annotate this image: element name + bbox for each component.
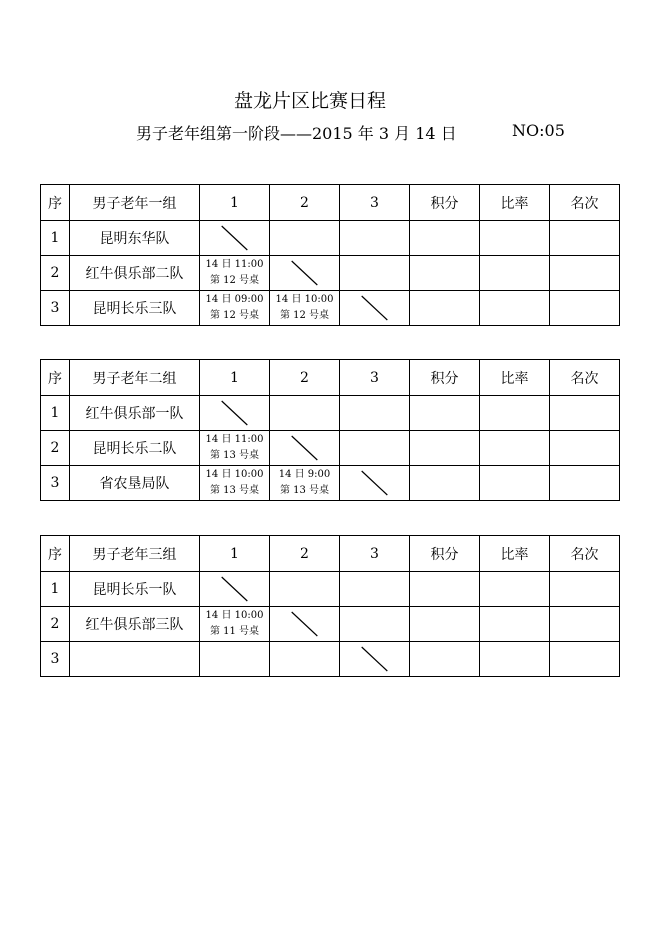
match-cell <box>270 642 340 677</box>
team-name: 红牛俱乐部二队 <box>70 256 200 291</box>
match-time: 14 日 11:00 <box>205 259 264 270</box>
score-cell <box>410 642 480 677</box>
match-cell <box>340 431 410 466</box>
rank-cell <box>550 221 620 256</box>
diagonal-slash <box>340 642 409 676</box>
diagonal-slash <box>270 256 339 290</box>
match-cell <box>270 572 340 607</box>
match-cell <box>270 291 340 326</box>
ratio-cell <box>480 431 550 466</box>
ratio-cell <box>480 466 550 501</box>
score-cell <box>410 291 480 326</box>
team-name <box>70 642 200 677</box>
diagonal-slash <box>340 291 409 325</box>
group-schedule-table <box>40 359 620 501</box>
rank-cell <box>550 607 620 642</box>
match-table-number: 第 12 号桌 <box>209 310 260 321</box>
table-row <box>41 221 620 256</box>
diagonal-slash <box>200 221 269 255</box>
column-header: 3 <box>340 536 410 572</box>
column-header: 积分 <box>410 536 480 572</box>
row-number: 2 <box>41 431 70 466</box>
match-table-number: 第 13 号桌 <box>209 485 260 496</box>
row-number: 1 <box>41 221 70 256</box>
rank-cell <box>550 466 620 501</box>
document-number: NO:05 <box>512 121 565 140</box>
match-cell <box>270 466 340 501</box>
match-cell <box>200 291 270 326</box>
score-cell <box>410 466 480 501</box>
team-name: 昆明长乐一队 <box>70 572 200 607</box>
ratio-cell <box>480 221 550 256</box>
column-header: 1 <box>200 185 270 221</box>
column-header: 男子老年二组 <box>70 360 200 396</box>
match-cell <box>200 572 270 607</box>
match-table-number: 第 13 号桌 <box>209 450 260 461</box>
group-schedule-table <box>40 184 620 326</box>
match-cell <box>200 396 270 431</box>
column-header: 3 <box>340 185 410 221</box>
row-number: 3 <box>41 466 70 501</box>
column-header: 比率 <box>480 360 550 396</box>
rank-cell <box>550 256 620 291</box>
match-cell <box>200 256 270 291</box>
rank-cell <box>550 572 620 607</box>
team-name: 昆明长乐二队 <box>70 431 200 466</box>
column-header: 2 <box>270 536 340 572</box>
column-header: 男子老年三组 <box>70 536 200 572</box>
match-cell <box>270 607 340 642</box>
diagonal-slash <box>200 396 269 430</box>
row-number: 1 <box>41 572 70 607</box>
column-header: 积分 <box>410 185 480 221</box>
match-cell <box>270 256 340 291</box>
team-name: 省农垦局队 <box>70 466 200 501</box>
match-time: 14 日 9:00 <box>278 469 331 480</box>
table-row <box>41 607 620 642</box>
column-header: 序 <box>41 536 70 572</box>
team-name: 昆明长乐三队 <box>70 291 200 326</box>
rank-cell <box>550 291 620 326</box>
diagonal-slash <box>270 607 339 641</box>
match-table-number: 第 12 号桌 <box>279 310 330 321</box>
row-number: 3 <box>41 642 70 677</box>
match-cell <box>340 291 410 326</box>
page-title: 盘龙片区比赛日程 <box>233 90 386 112</box>
match-cell <box>200 431 270 466</box>
team-name: 红牛俱乐部一队 <box>70 396 200 431</box>
diagonal-slash <box>340 466 409 500</box>
rank-cell <box>550 396 620 431</box>
match-time: 14 日 11:00 <box>205 434 264 445</box>
row-number: 1 <box>41 396 70 431</box>
match-table-number: 第 11 号桌 <box>209 626 260 637</box>
column-header: 比率 <box>480 536 550 572</box>
table-row <box>41 396 620 431</box>
match-cell <box>200 466 270 501</box>
match-cell <box>200 607 270 642</box>
column-header: 积分 <box>410 360 480 396</box>
row-number: 2 <box>41 256 70 291</box>
match-cell <box>270 396 340 431</box>
ratio-cell <box>480 607 550 642</box>
ratio-cell <box>480 396 550 431</box>
score-cell <box>410 221 480 256</box>
column-header: 2 <box>270 360 340 396</box>
match-cell <box>340 221 410 256</box>
diagonal-slash <box>200 572 269 606</box>
column-header: 名次 <box>550 360 620 396</box>
table-row <box>41 291 620 326</box>
match-cell <box>270 221 340 256</box>
match-cell <box>340 642 410 677</box>
match-cell <box>200 642 270 677</box>
score-cell <box>410 396 480 431</box>
stage-date-text: 男子老年组第一阶段——2015 年 3 月 14 日 <box>136 124 457 143</box>
ratio-cell <box>480 256 550 291</box>
score-cell <box>410 607 480 642</box>
score-cell <box>410 256 480 291</box>
column-header: 3 <box>340 360 410 396</box>
match-table-number: 第 12 号桌 <box>209 275 260 286</box>
match-cell <box>340 607 410 642</box>
match-cell <box>340 396 410 431</box>
table-row <box>41 431 620 466</box>
match-time: 14 日 09:00 <box>205 294 264 305</box>
group-schedule-table <box>40 535 620 677</box>
match-time: 14 日 10:00 <box>205 469 264 480</box>
rank-cell <box>550 642 620 677</box>
match-time: 14 日 10:00 <box>275 294 334 305</box>
column-header: 男子老年一组 <box>70 185 200 221</box>
match-cell <box>200 221 270 256</box>
team-name: 红牛俱乐部三队 <box>70 607 200 642</box>
row-number: 3 <box>41 291 70 326</box>
page-subtitle <box>136 121 565 144</box>
diagonal-slash <box>270 431 339 465</box>
match-table-number: 第 13 号桌 <box>279 485 330 496</box>
score-cell <box>410 431 480 466</box>
table-row <box>41 466 620 501</box>
column-header: 名次 <box>550 536 620 572</box>
score-cell <box>410 572 480 607</box>
column-header: 比率 <box>480 185 550 221</box>
match-cell <box>340 256 410 291</box>
ratio-cell <box>480 572 550 607</box>
column-header: 2 <box>270 185 340 221</box>
column-header: 1 <box>200 360 270 396</box>
match-time: 14 日 10:00 <box>205 610 264 621</box>
ratio-cell <box>480 642 550 677</box>
team-name: 昆明东华队 <box>70 221 200 256</box>
header-row <box>41 185 620 221</box>
header-row <box>41 536 620 572</box>
column-header: 序 <box>41 185 70 221</box>
match-cell <box>340 466 410 501</box>
match-cell <box>340 572 410 607</box>
ratio-cell <box>480 291 550 326</box>
table-row <box>41 256 620 291</box>
header-row <box>41 360 620 396</box>
row-number: 2 <box>41 607 70 642</box>
column-header: 序 <box>41 360 70 396</box>
rank-cell <box>550 431 620 466</box>
column-header: 名次 <box>550 185 620 221</box>
table-row <box>41 642 620 677</box>
column-header: 1 <box>200 536 270 572</box>
table-row <box>41 572 620 607</box>
match-cell <box>270 431 340 466</box>
